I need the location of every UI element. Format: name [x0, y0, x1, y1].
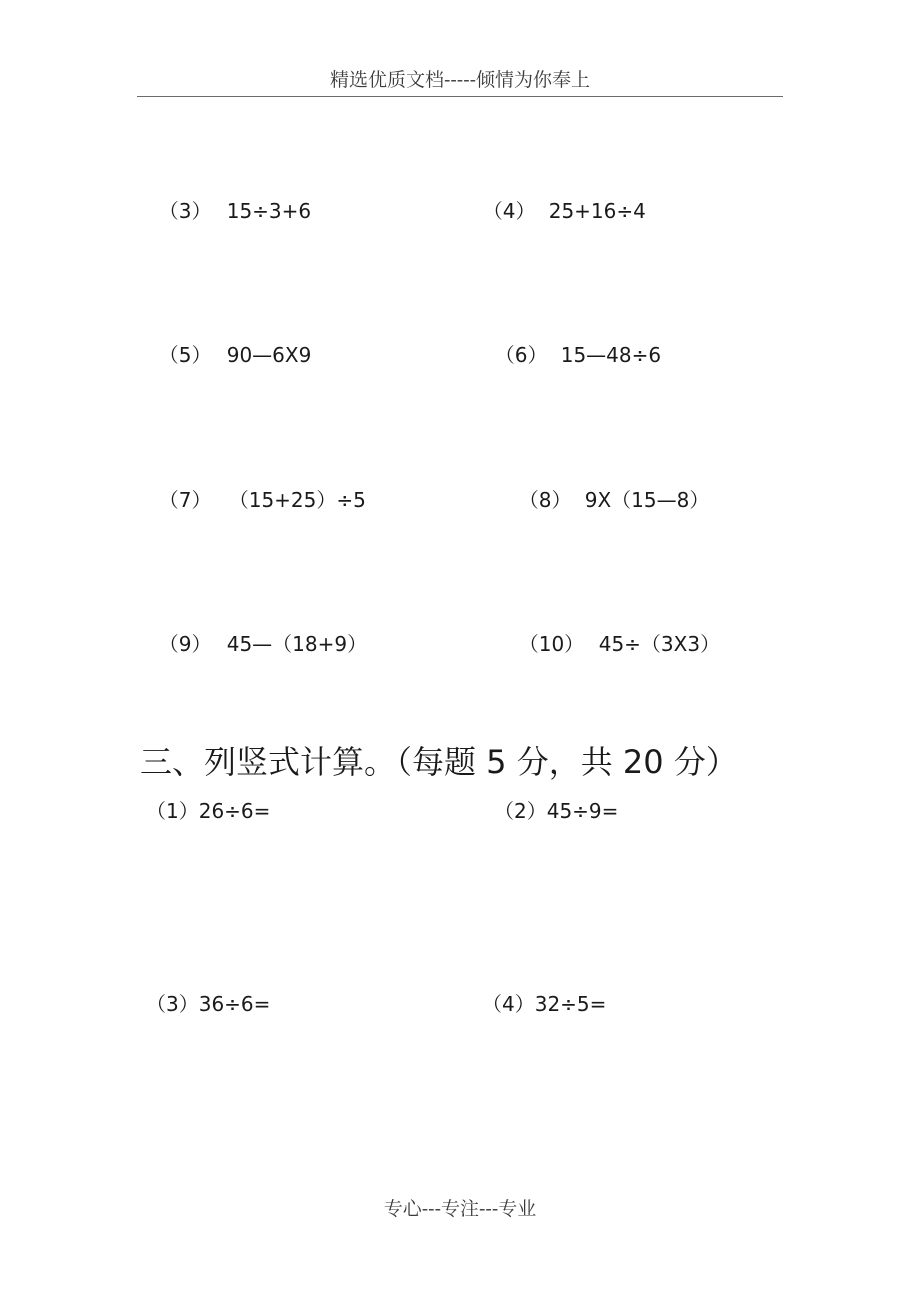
problem-number: （8）	[518, 488, 572, 512]
problem-expression: 45÷（3X3）	[598, 632, 721, 656]
problem-10	[506, 605, 720, 657]
problem-expression: （15+25）÷5	[228, 488, 366, 512]
problem-expression: 90—6X9	[226, 343, 312, 367]
problem-expression: 45—（18+9）	[226, 632, 368, 656]
section-title: 三、列竖式计算。（每题 5 分，共 20 分）	[140, 743, 738, 781]
problem-expression: 15—48÷6	[560, 343, 662, 367]
vertical-problem-3: （3）36÷6=	[146, 992, 271, 1016]
problem-5	[146, 316, 311, 368]
problem-7	[146, 461, 366, 513]
page-header: 精选优质文档-----倾情为你奉上	[137, 66, 783, 97]
problem-expression: 9X（15—8）	[584, 488, 710, 512]
problem-8	[506, 461, 709, 513]
problem-number: （9）	[158, 632, 212, 656]
problem-number: （6）	[494, 343, 548, 367]
problem-number: （10）	[518, 632, 585, 656]
problem-3	[146, 172, 311, 224]
vertical-problem-1: （1）26÷6=	[146, 799, 271, 823]
problem-expression: 25+16÷4	[548, 199, 646, 223]
problem-expression: 15÷3+6	[226, 199, 312, 223]
problem-number: （4）	[482, 199, 536, 223]
vertical-problem-2: （2）45÷9=	[494, 799, 619, 823]
problem-9	[146, 605, 367, 657]
problem-4	[470, 172, 646, 224]
problem-number: （3）	[158, 199, 212, 223]
problem-6	[482, 316, 661, 368]
problem-number: （7）	[158, 488, 212, 512]
problem-number: （5）	[158, 343, 212, 367]
vertical-problem-4: （4）32÷5=	[482, 992, 607, 1016]
page-footer: 专心---专注---专业	[383, 1198, 537, 1220]
